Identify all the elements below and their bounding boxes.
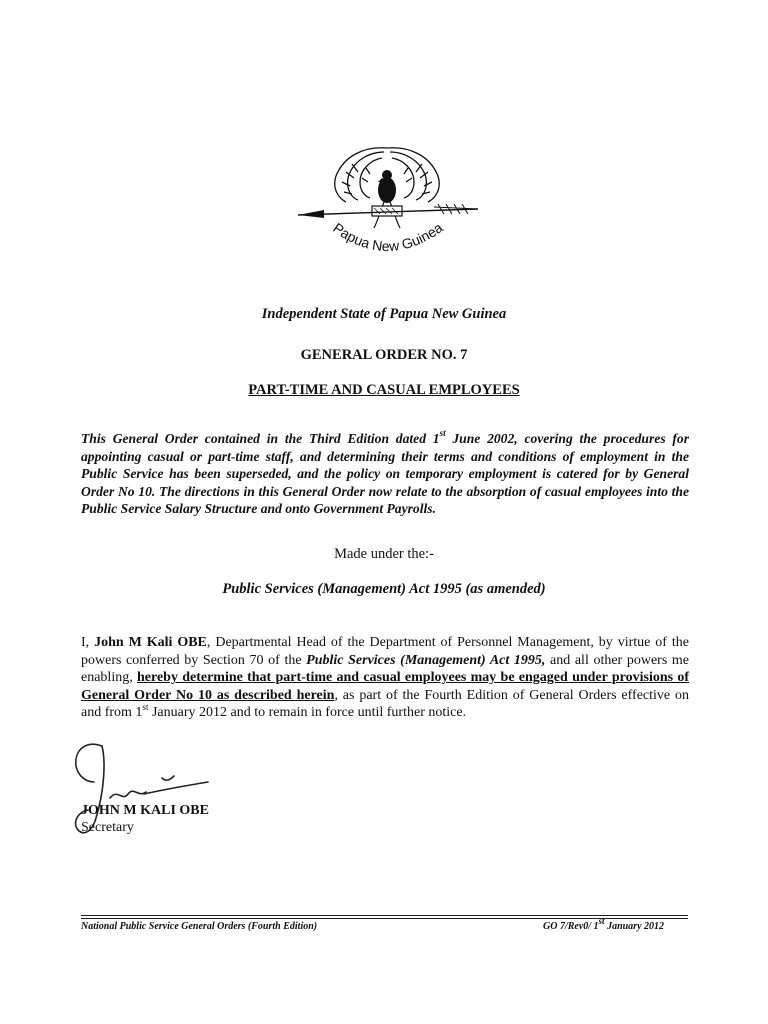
footer-ref-part1: GO 7/Rev0/ 1 — [543, 921, 599, 932]
intro-paragraph — [81, 430, 689, 518]
general-order-number: GENERAL ORDER NO. 7 — [300, 347, 468, 363]
signatory-name: JOHN M KALI OBE — [81, 803, 209, 818]
footer-publication-title: National Public Service General Orders (Fourth Edition) — [81, 921, 318, 932]
act-title: Public Services (Management) Act 1995 (as amended) — [222, 581, 546, 597]
footer-rule — [81, 915, 688, 916]
made-under-label: Made under the:- — [334, 546, 434, 562]
state-title: Independent State of Papua New Guinea — [261, 306, 507, 322]
png-national-emblem — [294, 138, 480, 274]
footer-ordinal-suffix: st — [598, 915, 605, 926]
body-text-3: , as part of the Fourth Edition of General Orders effective on and from 1 — [81, 687, 689, 721]
body-text-2: and all other powers me enabling, — [81, 652, 690, 686]
head-name: John M Kali OBE — [94, 635, 207, 650]
body-text-1: , Departmental Head of the Department of Personnel Management, by virtue of the powers conferred by Section 70 of the — [81, 635, 689, 668]
footer-rule-secondary — [81, 918, 688, 919]
intro-text-part2: June 2002, covering the procedures for appointing casual or part-time staff, and determining their terms and conditions of employment in the Public Service has been superseded, and the policy on temporary employment is catered for by General Order No 10. The directions in this General Order now relate to the absorption of casual employees into the Public Service Salary Structure and onto Government Payrolls. — [81, 431, 689, 517]
footer-document-reference — [543, 915, 665, 932]
body-text-4: January 2012 and to remain in force until further notice. — [148, 705, 467, 721]
intro-text-part1: This General Order contained in the Third Edition dated 1 — [81, 431, 440, 446]
body-prefix: I, — [81, 635, 95, 650]
determination-paragraph — [81, 634, 689, 722]
intro-ordinal-suffix: st — [439, 428, 446, 439]
signatory-role: Secretary — [81, 820, 134, 835]
general-order-title: PART-TIME AND CASUAL EMPLOYEES — [248, 382, 520, 398]
determination-clause: hereby determine that part-time and casual employees may be engaged under provisions of General Order No 10 as described herein — [81, 670, 689, 703]
act-reference: Public Services (Management) Act 1995, — [306, 652, 546, 668]
footer-ref-part2: January 2012 — [604, 921, 665, 932]
body-ordinal-suffix: st — [142, 701, 149, 712]
emblem-caption: Papua New Guinea — [330, 219, 446, 255]
